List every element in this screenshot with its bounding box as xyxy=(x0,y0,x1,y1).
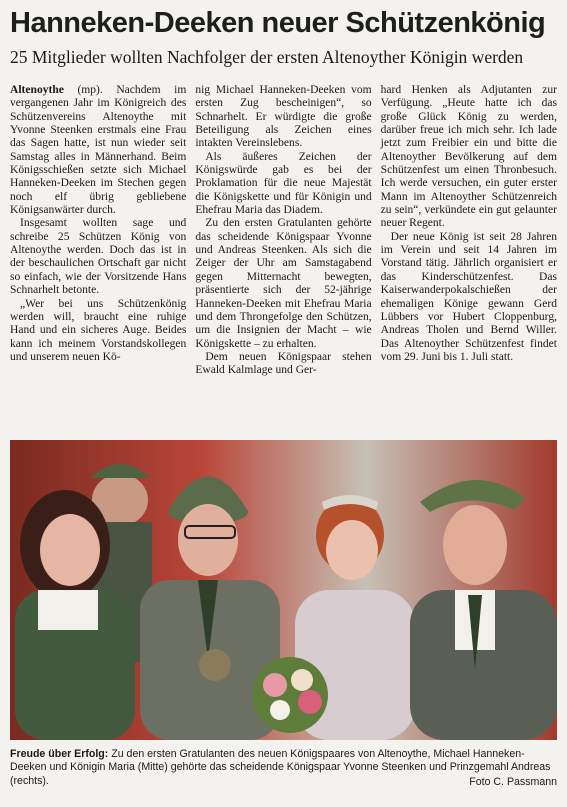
paragraph-text: (mp). Nachdem im vergangenen Jahr im Königreich des Schützenvereins Altenoythe mit Yvonne Steenken erstmals eine Frau das Sagen hatte, ist nun wieder seit Samstag alles in Männerhand. Beim Königsschießen setzte sich Michael Hanneken-Deeken im Stechen gegen noch elf übrig gebliebene Königsanwärter durch. xyxy=(10,84,187,217)
headline: Hanneken-Deeken neuer Schützenkönig xyxy=(10,7,546,39)
paragraph: Dem neuen Königspaar stehen Ewald Kalmlage und Ger- xyxy=(195,350,372,377)
paragraph: nig Michael Hanneken-Deeken vom ersten Zug bescheinigen“, so Schnarhelt. Er würdigte die große Beteiligung als Zeichen eines intakten Vereinslebens. xyxy=(195,84,372,150)
photo-credit: Foto C. Passmann xyxy=(469,776,557,788)
news-photo xyxy=(10,440,557,740)
subheadline: 25 Mitglieder wollten Nachfolger der ersten Altenoyther Königin werden xyxy=(10,47,524,67)
paragraph: Als äußeres Zeichen der Königswürde gab es bei der Proklamation für die neue Majestät die Königskette und für Königin und Ehefrau Maria das Diadem. xyxy=(195,150,372,217)
paragraph: Zu den ersten Gratulanten gehörte das scheidende Königspaar Yvonne und Andreas Steenken. Als sich die Zeiger der Uhr am Samstagabend gegen Mitternacht bewegten, präsentierte sich der 52-jährige Hanneken-Deeken mit Ehefrau Maria und dem Throngefolge den Schützen, um die Insignien der Macht – wie Königskette – zu erhalten. xyxy=(195,217,372,350)
paragraph: Der neue König ist seit 28 Jahren im Verein und seit 14 Jahren im Vorstand tätig. Jährlich organisiert er das Kinderschützenfest. Das Kaiserwanderpokalschießen der ehemaligen Könige gewann Gerd Lübbers vor Hubert Cloppenburg, Andreas Tholen und Bernd Willer. Das Altenoyther Schützenfest findet vom 29. Juni bis 1. Juli statt. xyxy=(380,230,557,363)
paragraph xyxy=(10,84,186,217)
caption-lead: Freude über Erfolg: xyxy=(10,748,109,760)
caption-text: Zu den ersten Gratulanten des neuen Königspaares von Altenoythe, Michael Hanneken-Deeken und Königin Maria (Mitte) gehörte das scheidende Königspaar Yvonne Steenken und Prinzgemahl Andreas (rechts). xyxy=(10,748,551,787)
column-2 xyxy=(195,84,371,436)
paragraph: hard Henken als Adjutanten zur Verfügung. „Heute hatte ich das große Glück König zu werden, darüber freue ich mich sehr. Ich lade jetzt zum Freibier ein und bitte die Altenoyther Bevölkerung auf dem Schützenfest um einen Thronbesuch. Ich werde versuchen, ein guter erster Mann im Altenoyther Schützenreich zu sein“, verkündete ein gut gelaunter neuer Regent. xyxy=(380,84,557,230)
article-body xyxy=(10,84,557,436)
paragraph: Insgesamt wollten sage und schreibe 25 Schützen König von Altenoythe werden. Doch das ist in der beschaulichen Ortschaft gar nicht so einfach, wie der Vorsitzende Hans Schnarhelt betonte. xyxy=(10,217,187,297)
dateline: Altenoythe xyxy=(10,84,64,96)
column-3 xyxy=(381,84,557,436)
column-1 xyxy=(10,84,186,436)
paragraph: „Wer bei uns Schützenkönig werden will, braucht eine ruhige Hand und ein sicheres Auge. Beides kann ich meinem Vorstandskollegen und unserem neuen Kö- xyxy=(10,297,187,363)
